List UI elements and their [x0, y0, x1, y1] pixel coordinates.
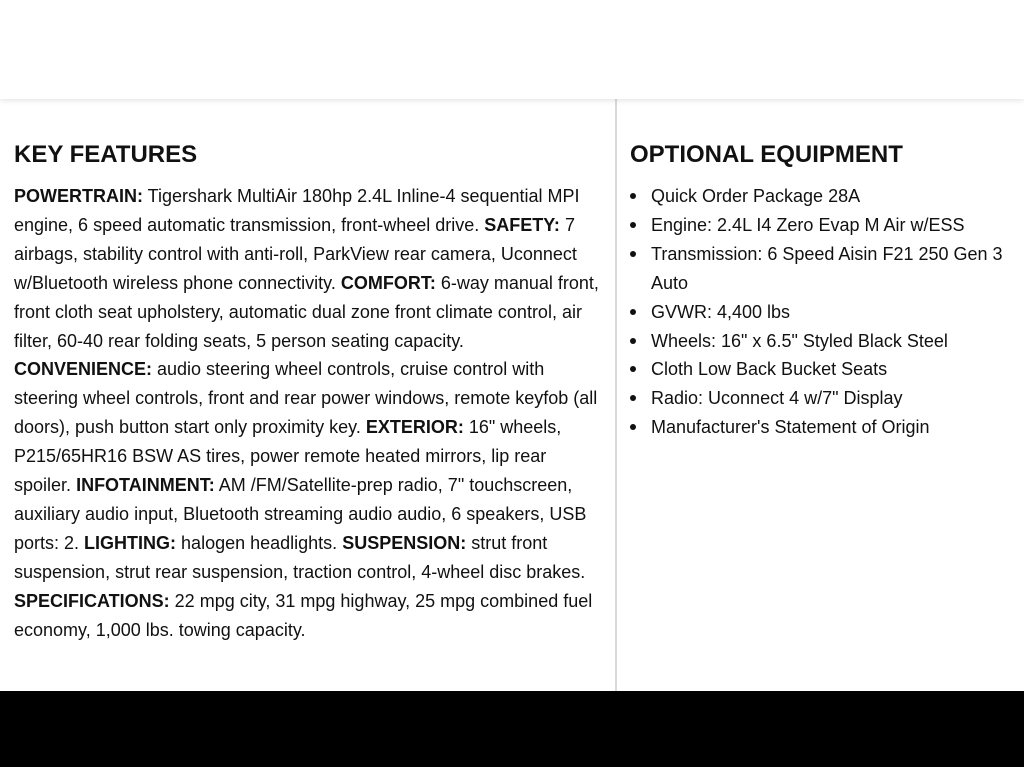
- equipment-item: [630, 384, 1010, 413]
- bullet-icon: [630, 222, 636, 228]
- key-features-heading: KEY FEATURES: [14, 141, 198, 168]
- bullet-icon: [630, 366, 636, 372]
- footer-bar: [0, 691, 1024, 767]
- feature-label: SAFETY:: [484, 214, 560, 235]
- feature-text: 22 mpg city, 31 mpg highway, 25 mpg combined fuel economy, 1,000 lbs. towing capacity.: [14, 590, 593, 640]
- feature-label: LIGHTING:: [84, 532, 177, 553]
- bullet-icon: [630, 424, 636, 430]
- bullet-icon: [630, 251, 636, 257]
- feature-text: audio steering wheel controls, cruise control with steering wheel controls, front and rear power windows, remote keyfob (all doors), push button start only proximity key.: [14, 359, 598, 438]
- feature-text: AM /FM/Satellite-prep radio, 7" touchscreen, auxiliary audio input, Bluetooth streaming audio audio, 6 speakers, USB ports: 2.: [14, 475, 587, 553]
- bullet-icon: [630, 193, 636, 199]
- feature-text: halogen headlights.: [176, 532, 338, 553]
- equipment-item-label: Cloth Low Back Bucket Seats: [651, 359, 888, 380]
- feature-label: POWERTRAIN:: [14, 186, 143, 206]
- top-header-bar: [0, 0, 1024, 99]
- bullet-icon: [630, 395, 636, 401]
- optional-equipment-list: [630, 182, 1010, 442]
- feature-label: SUSPENSION:: [342, 532, 467, 553]
- equipment-item-label: Radio: Uconnect 4 w/7" Display: [651, 388, 903, 409]
- feature-label: CONVENIENCE:: [14, 359, 153, 380]
- equipment-item-label: GVWR: 4,400 lbs: [651, 301, 791, 322]
- equipment-item: [630, 298, 1010, 327]
- equipment-item: [630, 413, 1010, 442]
- feature-label: EXTERIOR:: [365, 417, 464, 438]
- equipment-item-label: Engine: 2.4L I4 Zero Evap M Air w/ESS: [651, 214, 965, 235]
- feature-text: 6-way manual front, front cloth seat upholstery, automatic dual zone front climate control, air filter, 60-40 rear folding seats, 5 person seating capacity.: [14, 272, 599, 351]
- feature-label: COMFORT:: [340, 272, 436, 293]
- bullet-icon: [630, 338, 636, 344]
- equipment-item: [630, 211, 1010, 240]
- equipment-item: [630, 327, 1010, 356]
- column-divider: [615, 99, 617, 691]
- equipment-item-label: Transmission: 6 Speed Aisin F21 250 Gen 3 Auto: [651, 243, 1003, 293]
- equipment-item-label: Quick Order Package 28A: [651, 186, 861, 206]
- optional-equipment-heading: OPTIONAL EQUIPMENT: [630, 141, 903, 168]
- equipment-item-label: Manufacturer's Statement of Origin: [651, 417, 930, 438]
- equipment-item: [630, 182, 1010, 211]
- main-content: [0, 99, 1024, 691]
- feature-label: INFOTAINMENT:: [76, 475, 215, 496]
- equipment-item-label: Wheels: 16" x 6.5" Styled Black Steel: [651, 330, 948, 351]
- optional-equipment-section: [630, 140, 1010, 442]
- feature-text: strut front suspension, strut rear suspension, traction control, 4-wheel disc brakes.: [14, 532, 586, 582]
- feature-text: 7 airbags, stability control with anti-roll, ParkView rear camera, Uconnect w/Bluetooth wireless phone connectivity.: [14, 214, 577, 293]
- feature-text: 16" wheels, P215/65HR16 BSW AS tires, power remote heated mirrors, lip rear spoiler.: [14, 417, 562, 496]
- bullet-icon: [630, 309, 636, 315]
- feature-label: SPECIFICATIONS:: [14, 590, 170, 611]
- feature-text: Tigershark MultiAir 180hp 2.4L Inline-4 sequential MPI engine, 6 speed automatic transmission, front-wheel drive.: [14, 186, 580, 235]
- equipment-item: [630, 240, 1010, 298]
- equipment-item: [630, 355, 1010, 384]
- key-features-text: [14, 182, 604, 645]
- key-features-section: [14, 140, 604, 645]
